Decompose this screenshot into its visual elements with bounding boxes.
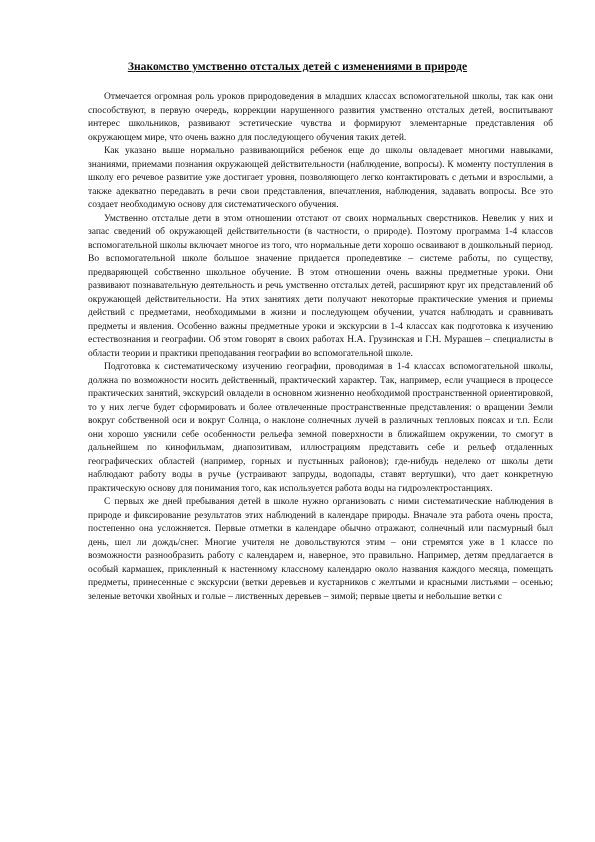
paragraph: Подготовка к систематическому изучению географии, проводимая в 1-4 классах вспомогательной школы, должна по возможности носить действенный, практический характер. Так, например, если учащиеся в процессе практических занятий, экскурсий овладели в основном жизненно необходимой пространственной ориентировкой, то у них легче будет сформировать и более отвлеченные пространственные представления: о вращении Земли вокруг собственной оси и вокруг Солнца, о наклоне солнечных лучей в различных тепловых поясах и т.п. Если они хорошо уяснили себе особенности рельефа земной поверхности в ближайшем окружении, то смогут в дальнейшем по кинофильмам, диапозитивам, иллюстрациям представить себе и рельеф отдаленных географических областей (например, горных и пустынных районов); где-нибудь неделеко от школы дети наблюдают работу воды в ручье (устраивают запруды, водопады, ставят вертушки), что дает конкретную практическую основу для понимания того, как используется работа воды на гидроэлектростанциях. [88,362,553,494]
document-title: Знакомство умственно отсталых детей с изменениями в природе [127,60,468,73]
paragraph: Умственно отсталые дети в этом отношении отстают от своих нормальных сверстников. Невелик у них и запас сведений об окружающей действительности (в частности, о природе). Поэтому программа 1-4 классов вспомогательной школы включает многое из того, что нормальные дети хорошо осваивают в дошкольный период. Во вспомогательной школе большое значение придается пропедевтике – системе работы, по существу, предваряющей собственно школьное обучение. В этом отношении очень важны предметные уроки. Они развивают познавательную деятельность и речь умственно отсталых детей, расширяют круг их представлений об окружающей действительности. На этих занятиях дети получают некоторые практические умения и приемы действий с предметами, необходимыми в жизни и последующем обучении, учатся наблюдать и сравнивать предметы и явления. Особенно важны предметные уроки и экскурсии в 1-4 классах как подготовка к изучению естествознания и географии. Об этом говорят в своих работах Н.А. Грузинская и Г.Н. Мурашев – специалисты в области теории и практики преподавания географии во вспомогательной школе. [88,213,553,359]
document-body [88,91,553,604]
paragraph: Как указано выше нормально развивающийся ребенок еще до школы овладевает многими навыками, знаниями, приемами познания окружающей действительности (наблюдение, вопросы). К моменту поступления в школу его речевое развитие уже достигает уровня, позволяющего легко контактировать с детьми и взрослыми, а также адекватно передавать в речи свои представления, впечатления, наблюдения, задавать вопросы. Все это создает необходимую основу для систематического обучения. [88,146,553,210]
paragraph: С первых же дней пребывания детей в школе нужно организовать с ними систематические наблюдения в природе и фиксирование результатов этих наблюдений в календаре природы. Вначале эта работа очень проста, постепенно она усложняется. Первые отметки в календаре обычно отражают, солнечный или пасмурный был день, шел ли дождь/снег. Многие учителя не довольствуются этим – они стремятся уже в 1 классе по возможности разнообразить работу с календарем и, наверное, это правильно. Например, детям предлагается в особый кармашек, прикленный к настенному классному календарю около названия каждого месяца, помещать предметы, принесенные с экскурсии (ветки деревьев и кустарников с желтыми и красными листьями – осенью; зеленые веточки хвойных и голые – лиственных деревьев – зимой; первые цветы и небольшие ветки с [88,497,553,602]
paragraph: Отмечается огромная роль уроков природоведения в младших классах вспомогательной школы, так как они способствуют, в первую очередь, коррекции нарушенного развития умственно отсталых детей, воспитывают интерес школьников, развивают эстетические чувства и формируют элементарные представления об окружающем мире, что очень важно для последующего обучения таких детей. [88,92,553,143]
